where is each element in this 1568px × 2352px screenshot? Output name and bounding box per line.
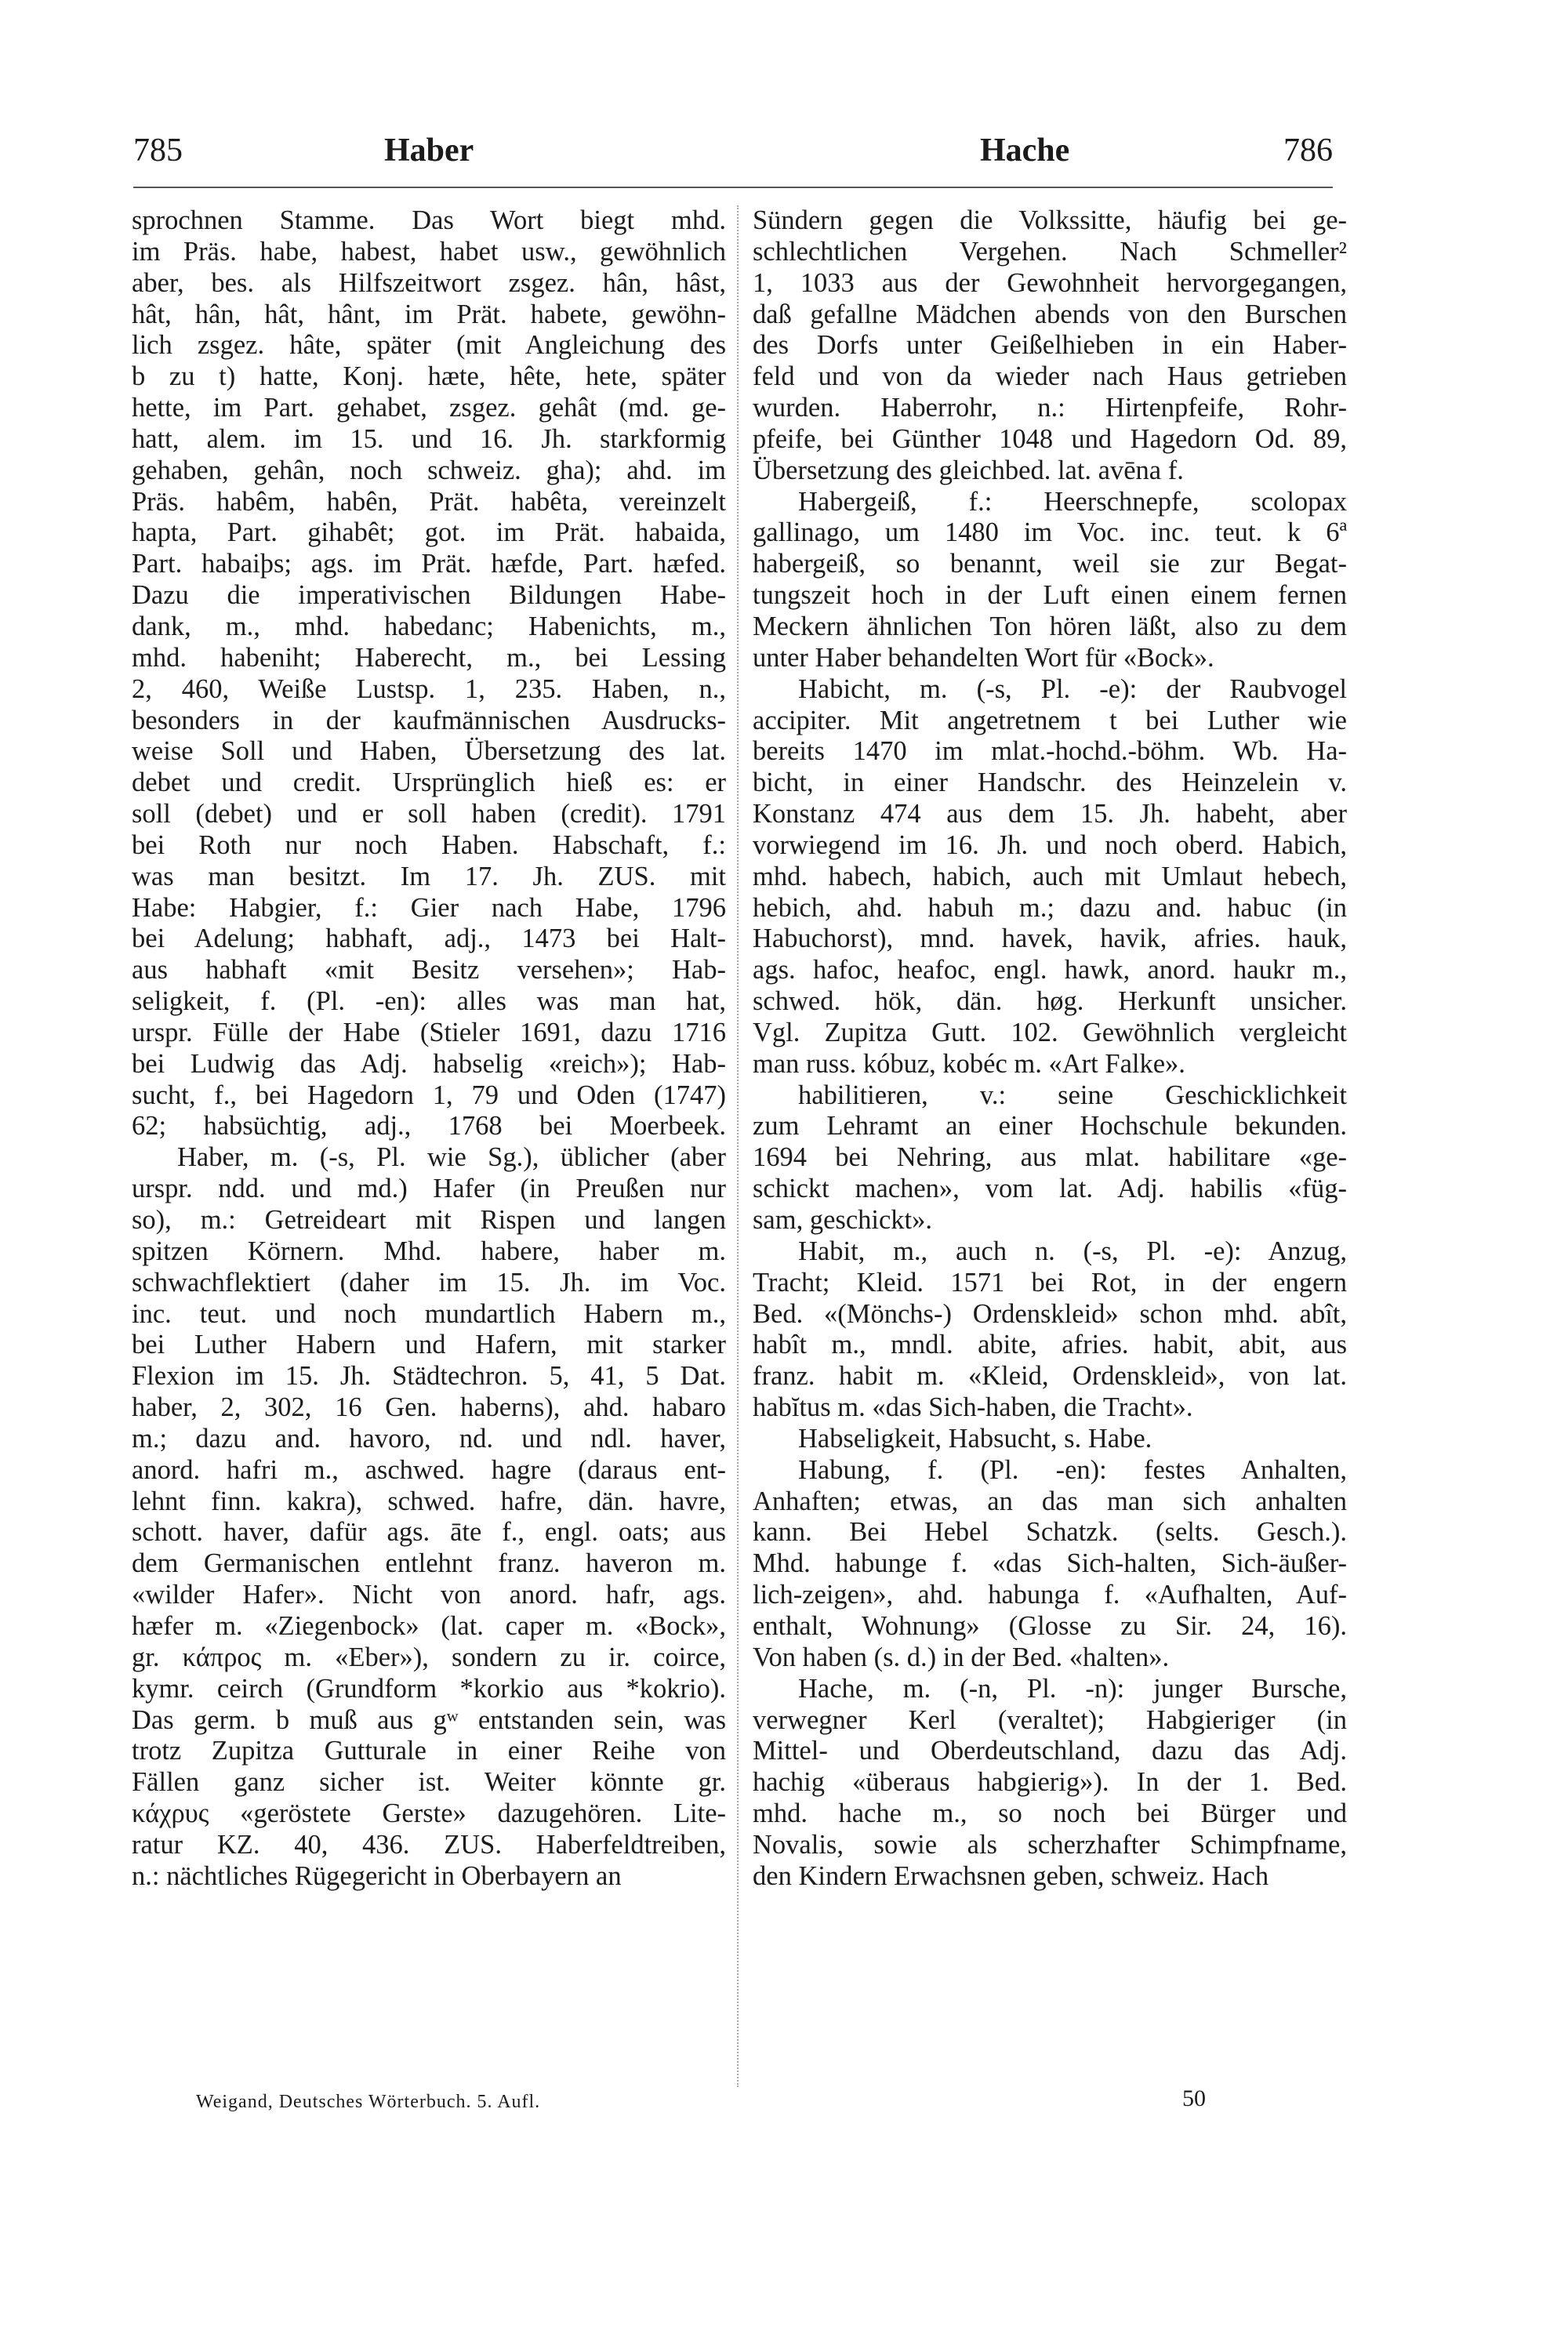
text-line: hât, hân, hât, hânt, im Prät. habete, gewöhn- (132, 299, 726, 329)
text-line: gallinago, um 1480 im Voc. inc. teut. k 6ª (753, 517, 1347, 548)
text-line: im Präs. habe, habest, habet usw., gewöhnlich (132, 236, 726, 267)
text-line: so), m.: Getreideart mit Rispen und langen (132, 1205, 726, 1235)
text-line: zum Lehramt an einer Hochschule bekunden. (753, 1111, 1347, 1142)
text-line: feld und von da wieder nach Haus getrieben (753, 361, 1347, 392)
text-line: lehnt finn. kakra), schwed. hafre, dän. havre, (132, 1486, 726, 1516)
text-line: b zu t) hatte, Konj. hæte, hête, hete, später (132, 361, 726, 392)
text-line: Dazu die imperativischen Bildungen Habe- (132, 580, 726, 611)
text-line: dank, m., mhd. habedanc; Habenichts, m., (132, 611, 726, 641)
text-line: Haber, m. (-s, Pl. wie Sg.), üblicher (aber (177, 1142, 726, 1173)
text-line: bei Adelung; habhaft, adj., 1473 bei Halt- (132, 924, 726, 954)
left-column (132, 205, 726, 1893)
text-line: Habuchorst), mnd. havek, havik, afries. hauk, (753, 924, 1347, 954)
text-line: mhd. habeniht; Haberecht, m., bei Lessing (132, 642, 726, 673)
text-line: Habung, f. (Pl. -en): festes Anhalten, (798, 1454, 1347, 1485)
text-line: lich zsgez. hâte, später (mit Angleichung des (132, 330, 726, 361)
text-line: Habergeiß, f.: Heerschnepfe, scolopax (798, 486, 1347, 517)
text-line: 62; habsüchtig, adj., 1768 bei Moerbeek. (132, 1111, 726, 1142)
text-line: κάχρυς «geröstete Gerste» dazugehören. Lite- (132, 1798, 726, 1829)
text-line: 2, 460, Weiße Lustsp. 1, 235. Haben, n., (132, 673, 726, 704)
text-line: bicht, in einer Handschr. des Heinzelein v. (753, 768, 1347, 798)
page-number-left: 785 (133, 132, 183, 169)
signature-mark: 50 (1182, 2085, 1206, 2111)
text-line: accipiter. Mit angetretnem t bei Luther wie (753, 705, 1347, 735)
text-line: bei Ludwig das Adj. habselig «reich»); Hab- (132, 1048, 726, 1079)
text-line: 1694 bei Nehring, aus mlat. habilitare «ge- (753, 1142, 1347, 1173)
text-line: schwed. hök, dän. høg. Herkunft unsicher. (753, 986, 1347, 1017)
text-line: Sündern gegen die Volkssitte, häufig bei ge- (753, 205, 1347, 235)
header-rule (133, 187, 1333, 188)
imprint-line: Weigand, Deutsches Wörterbuch. 5. Aufl. (196, 2092, 541, 2112)
text-line: anord. hafri m., aschwed. hagre (daraus ent- (132, 1454, 726, 1485)
text-line: Hache, m. (-n, Pl. -n): junger Bursche, (798, 1673, 1347, 1704)
text-line: hapta, Part. gihabêt; got. im Prät. habaida, (132, 517, 726, 548)
text-line: wurden. Haberrohr, n.: Hirtenpfeife, Rohr- (753, 393, 1347, 423)
headword-right: Hache (980, 132, 1070, 169)
text-line: Fällen ganz sicher ist. Weiter könnte gr. (132, 1767, 726, 1798)
text-line: Das germ. b muß aus gʷ entstanden sein, was (132, 1704, 726, 1735)
text-line: Von haben (s. d.) in der Bed. «halten». (753, 1642, 1170, 1672)
text-line: debet und credit. Ursprünglich hieß es: er (132, 768, 726, 798)
text-line: Habit, m., auch n. (-s, Pl. -e): Anzug, (798, 1236, 1347, 1266)
text-line: gr. κάπρος m. «Eber»), sondern zu ir. coirce, (132, 1642, 726, 1672)
text-line: Habe: Habgier, f.: Gier nach Habe, 1796 (132, 892, 726, 923)
text-line: trotz Zupitza Gutturale in einer Reihe von (132, 1736, 726, 1766)
text-line: 1, 1033 aus der Gewohnheit hervorgegangen, (753, 267, 1347, 298)
text-line: soll (debet) und er soll haben (credit). 1791 (132, 799, 726, 829)
text-line: man russ. kóbuz, kobéc m. «Art Falke». (753, 1048, 1185, 1079)
text-line: schott. haver, dafür ags. āte f., engl. oats; aus (132, 1517, 726, 1548)
text-line: aber, bes. als Hilfszeitwort zsgez. hân, hâst, (132, 267, 726, 298)
text-line: inc. teut. und noch mundartlich Habern m., (132, 1298, 726, 1329)
text-line: dem Germanischen entlehnt franz. haveron m. (132, 1548, 726, 1579)
text-line: sprochnen Stamme. Das Wort biegt mhd. (132, 205, 726, 235)
text-line: hebich, ahd. habuh m.; dazu and. habuc (in (753, 892, 1347, 923)
text-line: Vgl. Zupitza Gutt. 102. Gewöhnlich vergleicht (753, 1017, 1347, 1047)
text-line: sucht, f., bei Hagedorn 1, 79 und Oden (1747) (132, 1080, 726, 1110)
text-line: daß gefallne Mädchen abends von den Burschen (753, 299, 1347, 329)
text-line: Tracht; Kleid. 1571 bei Rot, in der engern (753, 1267, 1347, 1298)
text-line: was man besitzt. Im 17. Jh. ZUS. mit (132, 861, 726, 891)
text-line: mhd. hache m., so noch bei Bürger und (753, 1798, 1347, 1829)
text-line: n.: nächtliches Rügegericht in Oberbayern an (132, 1860, 622, 1891)
page-number-right: 786 (1283, 132, 1333, 169)
text-line: weise Soll und Haben, Übersetzung des lat. (132, 736, 726, 767)
running-header (133, 132, 1333, 179)
text-line: sam, geschickt». (753, 1205, 932, 1235)
text-line: kymr. ceirch (Grundform *korkio aus *kokrio). (132, 1673, 726, 1704)
text-line: tungszeit hoch in der Luft einen einem fernen (753, 580, 1347, 611)
text-line: habĭtus m. «das Sich-haben, die Tracht». (753, 1392, 1193, 1423)
text-line: schlechtlichen Vergehen. Nach Schmeller² (753, 236, 1347, 267)
text-line: lich-zeigen», ahd. habunga f. «Aufhalten, Auf- (753, 1580, 1347, 1610)
text-line: des Dorfs unter Geißelhieben in ein Haber- (753, 330, 1347, 361)
text-line: Habicht, m. (-s, Pl. -e): der Raubvogel (798, 673, 1347, 704)
text-line: mhd. habech, habich, auch mit Umlaut hebech, (753, 861, 1347, 891)
text-line: hæfer m. «Ziegenbock» (lat. caper m. «Bock», (132, 1610, 726, 1641)
text-line: franz. habit m. «Kleid, Ordenskleid», von lat. (753, 1361, 1347, 1392)
text-line: Präs. habêm, habên, Prät. habêta, vereinzelt (132, 486, 726, 517)
text-line: Mhd. habunge f. «das Sich-halten, Sich-äußer- (753, 1548, 1347, 1579)
text-line: bei Roth nur noch Haben. Habschaft, f.: (132, 829, 726, 860)
text-line: vorwiegend im 16. Jh. und noch oberd. Habich, (753, 829, 1347, 860)
text-line: besonders in der kaufmännischen Ausdrucks- (132, 705, 726, 735)
text-line: schickt machen», vom lat. Adj. habilis «füg- (753, 1174, 1347, 1204)
text-line: seligkeit, f. (Pl. -en): alles was man hat, (132, 986, 726, 1017)
text-line: unter Haber behandelten Wort für «Bock». (753, 642, 1214, 673)
text-line: bei Luther Habern und Hafern, mit starker (132, 1330, 726, 1360)
text-line: habergeiß, so benannt, weil sie zur Begat- (753, 549, 1347, 579)
text-line: urspr. ndd. und md.) Hafer (in Preußen nur (132, 1174, 726, 1204)
text-line: Konstanz 474 aus dem 15. Jh. habeht, aber (753, 799, 1347, 829)
text-line: gehaben, gehân, noch schweiz. gha); ahd. im (132, 455, 726, 485)
text-line: Flexion im 15. Jh. Städtechron. 5, 41, 5 Dat. (132, 1361, 726, 1392)
text-line: ratur KZ. 40, 436. ZUS. Haberfeldtreiben, (132, 1829, 726, 1860)
text-line: Anhaften; etwas, an das man sich anhalten (753, 1486, 1347, 1516)
text-line: Meckern ähnlichen Ton hören läßt, also zu dem (753, 611, 1347, 641)
headword-left: Haber (384, 132, 474, 169)
text-line: verwegner Kerl (veraltet); Habgieriger (in (753, 1704, 1347, 1735)
text-line: Habseligkeit, Habsucht, s. Habe. (798, 1423, 1152, 1454)
text-line: hette, im Part. gehabet, zsgez. gehât (md. ge- (132, 393, 726, 423)
text-line: Part. habaiþs; ags. im Prät. hæfde, Part. hæfed. (132, 549, 726, 579)
text-line: haber, 2, 302, 16 Gen. haberns), ahd. habaro (132, 1392, 726, 1423)
text-line: enthalt, Wohnung» (Glosse zu Sir. 24, 16). (753, 1610, 1347, 1641)
text-line: hatt, alem. im 15. und 16. Jh. starkformig (132, 423, 726, 454)
text-line: «wilder Hafer». Nicht von anord. hafr, ags. (132, 1580, 726, 1610)
text-line: hachig «überaus habgierig»). In der 1. Bed. (753, 1767, 1347, 1798)
text-line: habît m., mndl. abite, afries. habit, abit, aus (753, 1330, 1347, 1360)
text-line: kann. Bei Hebel Schatzk. (selts. Gesch.). (753, 1517, 1347, 1548)
text-line: Bed. «(Mönchs-) Ordenskleid» schon mhd. abît, (753, 1298, 1347, 1329)
text-line: Mittel- und Oberdeutschland, dazu das Adj. (753, 1736, 1347, 1766)
text-line: ags. hafoc, heafoc, engl. hawk, anord. haukr m., (753, 955, 1347, 985)
text-line: spitzen Körnern. Mhd. habere, haber m. (132, 1236, 726, 1266)
text-line: aus habhaft «mit Besitz versehen»; Hab- (132, 955, 726, 985)
text-line: Novalis, sowie als scherzhafter Schimpfname, (753, 1829, 1347, 1860)
column-divider (737, 205, 739, 2087)
text-line: urspr. Fülle der Habe (Stieler 1691, dazu 1716 (132, 1017, 726, 1047)
text-line: m.; dazu and. havoro, nd. und ndl. haver, (132, 1423, 726, 1454)
text-line: habilitieren, v.: seine Geschicklichkeit (798, 1080, 1347, 1110)
text-line: schwachflektiert (daher im 15. Jh. im Voc. (132, 1267, 726, 1298)
text-line: Übersetzung des gleichbed. lat. avēna f. (753, 455, 1184, 485)
right-column (753, 205, 1347, 1893)
text-line: bereits 1470 im mlat.-hochd.-böhm. Wb. Ha- (753, 736, 1347, 767)
text-line: pfeife, bei Günther 1048 und Hagedorn Od. 89, (753, 423, 1347, 454)
text-line: den Kindern Erwachsnen geben, schweiz. Hach (753, 1860, 1269, 1891)
